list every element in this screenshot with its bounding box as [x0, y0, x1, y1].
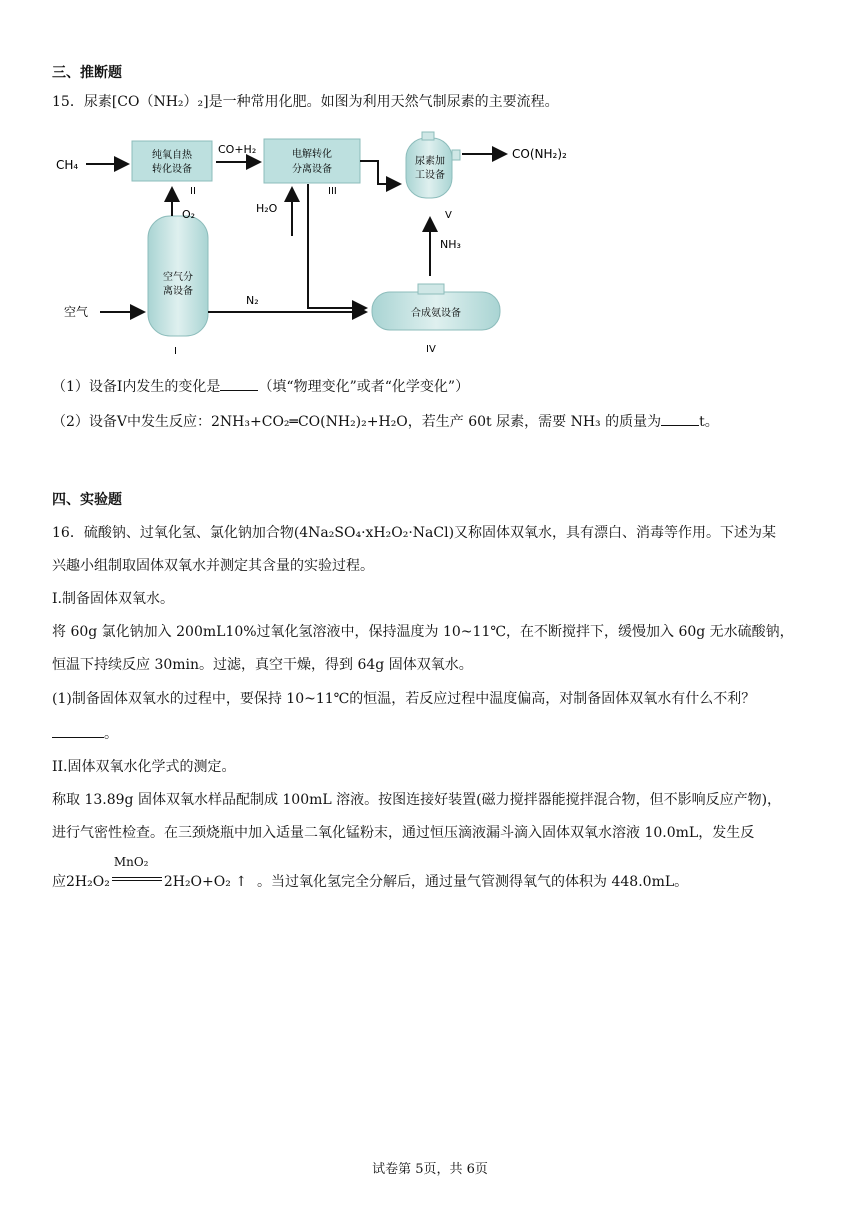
- question-16-line1: 16．硫酸钠、过氧化氢、氯化钠加合物(4Na₂SO₄·xH₂O₂·NaCl)又称固体双氧水，具有漂白、消毒等作用。下述为某: [52, 525, 777, 541]
- label-device-5: V: [445, 210, 452, 221]
- label-air: 空气: [64, 305, 89, 319]
- device-5-line2: 工设备: [415, 170, 445, 181]
- question-16-sub1: (1)制备固体双氧水的过程中，要保持 10~11℃的恒温，若反应过程中温度偏高，对制备固体双氧水有什么不利？: [52, 691, 756, 707]
- equation-catalyst: MnO₂: [113, 855, 149, 869]
- question-16-part2-line2: 进行气密性检查。在三颈烧瓶中加入适量二氧化锰粉末，通过恒压滴液漏斗滴入固体双氧水溶液 10.0mL，发生反: [52, 825, 755, 841]
- question-15-sub2: （2）设备V中发生反应：2NH₃+CO₂═CO(NH₂)₂+H₂O，若生产 60t 尿素，需要 NH₃ 的质量为 t。: [52, 411, 719, 432]
- question-16-part2-line1: 称取 13.89g 固体双氧水样品配制成 100mL 溶液。按图连接好装置(磁力搅拌器能搅拌混合物，但不影响反应产物)，: [52, 792, 782, 808]
- device-1-line1: 空气分: [163, 272, 193, 283]
- device-4-label: 合成氨设备: [411, 308, 461, 319]
- device-1-line2: 离设备: [163, 286, 193, 297]
- section-3-title: 三、推断题: [52, 65, 122, 81]
- question-16-sub1-answer: 。: [52, 723, 118, 744]
- arrow-3-to-5: [360, 161, 400, 184]
- question-15-sub1: （1）设备I内发生的变化是 （填“物理变化”或者“化学变化”）: [52, 376, 469, 397]
- answer-blank-15-1[interactable]: [220, 376, 258, 391]
- question-16-equation-line: 应2H₂O₂ MnO₂ 2H₂O+O₂ ↑ 。当过氧化氢完全分解后，通过量气管测得氧气的体积为 448.0mL。: [52, 872, 688, 892]
- label-device-1: I: [174, 346, 177, 357]
- device-3-line2: 分离设备: [292, 164, 332, 175]
- answer-blank-15-2[interactable]: [661, 411, 699, 426]
- device-2-line1: 纯氧自热: [152, 150, 192, 161]
- arrow-3-to-4: [308, 184, 366, 308]
- question-16-part1-line2: 恒温下持续反应 30min。过滤，真空干燥，得到 64g 固体双氧水。: [52, 657, 473, 673]
- label-ch4: CH₄: [56, 158, 79, 172]
- question-16-line2: 兴趣小组制取固体双氧水并测定其含量的实验过程。: [52, 558, 374, 574]
- answer-blank-16-1[interactable]: [52, 723, 104, 738]
- device-3-line1: 电解转化: [292, 149, 332, 160]
- question-15-stem: 15．尿素[CO（NH₂）₂]是一种常用化肥。如图为利用天然气制尿素的主要流程。: [52, 94, 559, 110]
- device-2-box: [132, 141, 212, 181]
- equation-left: 2H₂O₂: [66, 874, 110, 890]
- urea-process-diagram: [50, 126, 610, 366]
- equation-catalyst-arrow: [110, 855, 164, 886]
- label-co-h2: CO+H₂: [218, 143, 257, 156]
- page-footer: 试卷第 5页，共 6页: [372, 1162, 488, 1177]
- label-o2: O₂: [182, 208, 196, 221]
- label-device-3: III: [328, 186, 337, 197]
- label-device-2: II: [190, 186, 196, 197]
- label-n2: N₂: [246, 294, 259, 307]
- question-16-part1-line1: 将 60g 氯化钠加入 200mL10%过氧化氢溶液中，保持温度为 10~11℃，在不断搅拌下，缓慢加入 60g 无水硫酸钠，: [52, 624, 794, 640]
- device-5-vessel: [406, 138, 452, 198]
- question-16-part2-title: II.固体双氧水化学式的测定。: [52, 759, 236, 775]
- device-2-line2: 转化设备: [152, 164, 192, 175]
- label-h2o: H₂O: [256, 202, 278, 215]
- equation-right: 2H₂O+O₂ ↑: [163, 874, 248, 890]
- device-3-box: [264, 139, 360, 183]
- section-4-title: 四、实验题: [52, 492, 122, 508]
- question-16-part1-title: I.制备固体双氧水。: [52, 591, 174, 607]
- label-nh3: NH₃: [440, 238, 461, 251]
- device-5-line1: 尿素加: [415, 156, 445, 167]
- label-co-nh2-2: CO(NH₂)₂: [512, 147, 567, 161]
- label-device-4: IV: [426, 344, 436, 355]
